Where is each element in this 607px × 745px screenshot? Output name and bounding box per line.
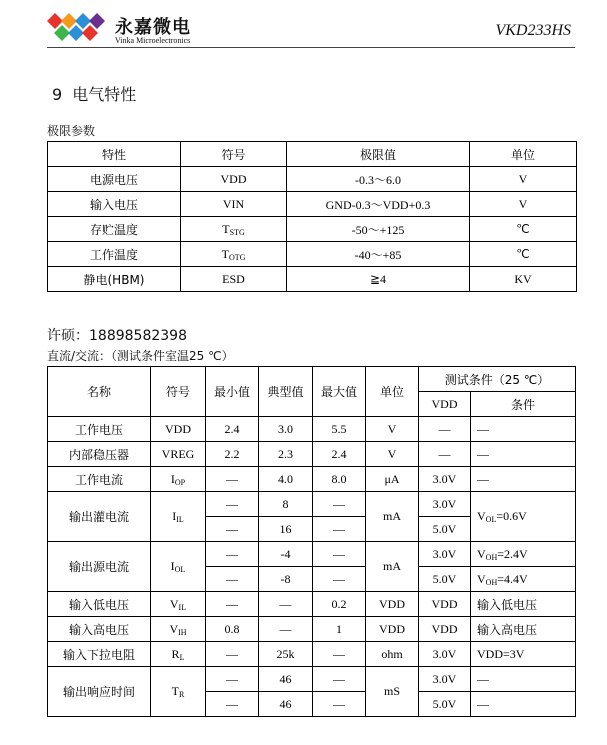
param-vdd: 3.0V	[419, 667, 471, 692]
table-row	[48, 492, 576, 517]
param-name: 工作电流	[48, 467, 151, 492]
param-symbol: VIN	[181, 192, 287, 217]
param-symbol: VREG	[151, 442, 206, 467]
param-value: ≧4	[287, 267, 470, 292]
header-divider	[47, 47, 575, 48]
param-min: —	[206, 517, 259, 542]
param-min: 2.2	[206, 442, 259, 467]
param-unit: V	[366, 417, 419, 442]
param-name: 内部稳压器	[48, 442, 151, 467]
param-name: 工作温度	[48, 242, 181, 267]
param-min: —	[206, 592, 259, 617]
col-header-cond: 条件	[471, 392, 576, 417]
col-header-max: 最大值	[313, 367, 366, 417]
param-typ: 46	[259, 667, 313, 692]
param-max: 1	[313, 617, 366, 642]
param-min: 2.4	[206, 417, 259, 442]
dc-ac-table	[47, 366, 576, 717]
section-title: 电气特性	[72, 85, 137, 104]
param-typ: —	[259, 617, 313, 642]
col-header-test-cond: 测试条件（25 ℃）	[419, 367, 576, 392]
param-vdd: VDD	[419, 617, 471, 642]
table-row	[48, 592, 576, 617]
param-vdd: 3.0V	[419, 542, 471, 567]
param-min: —	[206, 492, 259, 517]
param-typ: 8	[259, 492, 313, 517]
param-unit: mA	[366, 542, 419, 592]
col-header: 极限值	[287, 142, 470, 167]
param-cond: $V_{OH}=2.4V$	[471, 542, 576, 567]
param-vdd: 5.0V	[419, 567, 471, 592]
param-max: —	[313, 667, 366, 692]
param-max: 0.2	[313, 592, 366, 617]
param-vdd: 5.0V	[419, 692, 471, 717]
col-header-typ: 典型值	[259, 367, 313, 417]
param-typ: 25k	[259, 642, 313, 667]
param-max: 8.0	[313, 467, 366, 492]
table-row	[48, 167, 577, 192]
param-value: -40～+85	[287, 242, 470, 267]
param-max: —	[313, 517, 366, 542]
param-unit: μA	[366, 467, 419, 492]
table-row	[48, 667, 576, 692]
param-max: 2.4	[313, 442, 366, 467]
param-unit: V	[366, 442, 419, 467]
param-min: —	[206, 467, 259, 492]
param-typ: -8	[259, 567, 313, 592]
param-cond: —	[471, 467, 576, 492]
param-name: 输出灌电流	[48, 492, 151, 542]
param-max: —	[313, 492, 366, 517]
param-unit: VDD	[366, 617, 419, 642]
col-header: 符号	[181, 142, 287, 167]
company-name-cn: 永嘉微电	[115, 17, 191, 38]
table-row	[48, 242, 577, 267]
param-unit: V	[470, 192, 577, 217]
param-typ: 4.0	[259, 467, 313, 492]
param-min: —	[206, 667, 259, 692]
param-vdd: —	[419, 417, 471, 442]
param-typ: 16	[259, 517, 313, 542]
col-header-unit: 单位	[366, 367, 419, 417]
param-min: 0.8	[206, 617, 259, 642]
param-symbol: $I_{IL}$	[151, 492, 206, 542]
logo-diamonds-icon	[47, 9, 117, 43]
document-code: VKD233HS	[495, 22, 571, 39]
abs-max-caption: 极限参数	[47, 124, 96, 138]
param-cond: $V_{OL}=0.6V$	[471, 492, 576, 542]
param-symbol: $T_{STG}$	[181, 217, 287, 242]
param-name: 输入电压	[48, 192, 181, 217]
company-logo	[47, 9, 207, 45]
param-max: —	[313, 567, 366, 592]
param-symbol: $T_R$	[151, 667, 206, 717]
param-symbol: $V_{IL}$	[151, 592, 206, 617]
table-row	[48, 192, 577, 217]
dc-ac-caption: 直流/交流：（测试条件室温25 ℃）	[47, 349, 234, 363]
table-row	[48, 442, 576, 467]
abs-max-table	[47, 141, 577, 292]
param-name: 输入高电压	[48, 617, 151, 642]
param-typ: 2.3	[259, 442, 313, 467]
param-typ: 46	[259, 692, 313, 717]
param-vdd: 3.0V	[419, 642, 471, 667]
param-name: 静电(HBM)	[48, 267, 181, 292]
param-symbol: $I_{OL}$	[151, 542, 206, 592]
table-header-row	[48, 367, 576, 392]
section-heading	[52, 82, 136, 105]
param-symbol: ESD	[181, 267, 287, 292]
param-typ: 3.0	[259, 417, 313, 442]
param-vdd: 5.0V	[419, 517, 471, 542]
table-row	[48, 267, 577, 292]
param-name: 输入低电压	[48, 592, 151, 617]
param-symbol: $T_{OTG}$	[181, 242, 287, 267]
table-row	[48, 542, 576, 567]
param-unit: V	[470, 167, 577, 192]
param-name: 电源电压	[48, 167, 181, 192]
param-name: 存贮温度	[48, 217, 181, 242]
param-symbol: $I_{OP}$	[151, 467, 206, 492]
param-min: —	[206, 692, 259, 717]
company-name-en: Vinka Microelectronics	[115, 36, 191, 45]
param-cond: 输入低电压	[471, 592, 576, 617]
param-vdd: —	[419, 442, 471, 467]
param-cond: —	[471, 667, 576, 692]
param-unit: ℃	[470, 217, 577, 242]
param-value: -50～+125	[287, 217, 470, 242]
col-header-symbol: 符号	[151, 367, 206, 417]
param-name: 输出响应时间	[48, 667, 151, 717]
param-vdd: VDD	[419, 592, 471, 617]
param-value: -0.3～6.0	[287, 167, 470, 192]
param-min: —	[206, 567, 259, 592]
param-name: 输出源电流	[48, 542, 151, 592]
table-row	[48, 417, 576, 442]
param-value: GND-0.3～VDD+0.3	[287, 192, 470, 217]
param-unit: mA	[366, 492, 419, 542]
table-header-row	[48, 142, 577, 167]
param-unit: KV	[470, 267, 577, 292]
col-header-name: 名称	[48, 367, 151, 417]
param-cond: $V_{OH}=4.4V$	[471, 567, 576, 592]
col-header: 单位	[470, 142, 577, 167]
param-symbol: $V_{IH}$	[151, 617, 206, 642]
page-header	[0, 0, 607, 50]
section-number: 9	[52, 85, 63, 104]
col-header-min: 最小值	[206, 367, 259, 417]
col-header: 特性	[48, 142, 181, 167]
param-name: 输入下拉电阻	[48, 642, 151, 667]
param-name: 工作电压	[48, 417, 151, 442]
param-typ: —	[259, 592, 313, 617]
param-unit: VDD	[366, 592, 419, 617]
param-vdd: 3.0V	[419, 492, 471, 517]
param-min: —	[206, 542, 259, 567]
param-typ: -4	[259, 542, 313, 567]
param-vdd: 3.0V	[419, 467, 471, 492]
param-unit: mS	[366, 667, 419, 717]
param-max: —	[313, 542, 366, 567]
param-cond: —	[471, 442, 576, 467]
param-min: —	[206, 642, 259, 667]
param-max: 5.5	[313, 417, 366, 442]
param-unit: ohm	[366, 642, 419, 667]
param-max: —	[313, 692, 366, 717]
table-row	[48, 617, 576, 642]
param-cond: 输入高电压	[471, 617, 576, 642]
param-symbol: VDD	[151, 417, 206, 442]
param-unit: ℃	[470, 242, 577, 267]
table-row	[48, 467, 576, 492]
param-symbol: $R_L$	[151, 642, 206, 667]
col-header-vdd: VDD	[419, 392, 471, 417]
contact-line: 许硕：18898582398	[47, 328, 187, 344]
param-cond: —	[471, 417, 576, 442]
param-cond: VDD=3V	[471, 642, 576, 667]
param-cond: —	[471, 692, 576, 717]
table-row	[48, 642, 576, 667]
table-row	[48, 217, 577, 242]
param-max: —	[313, 642, 366, 667]
param-symbol: VDD	[181, 167, 287, 192]
